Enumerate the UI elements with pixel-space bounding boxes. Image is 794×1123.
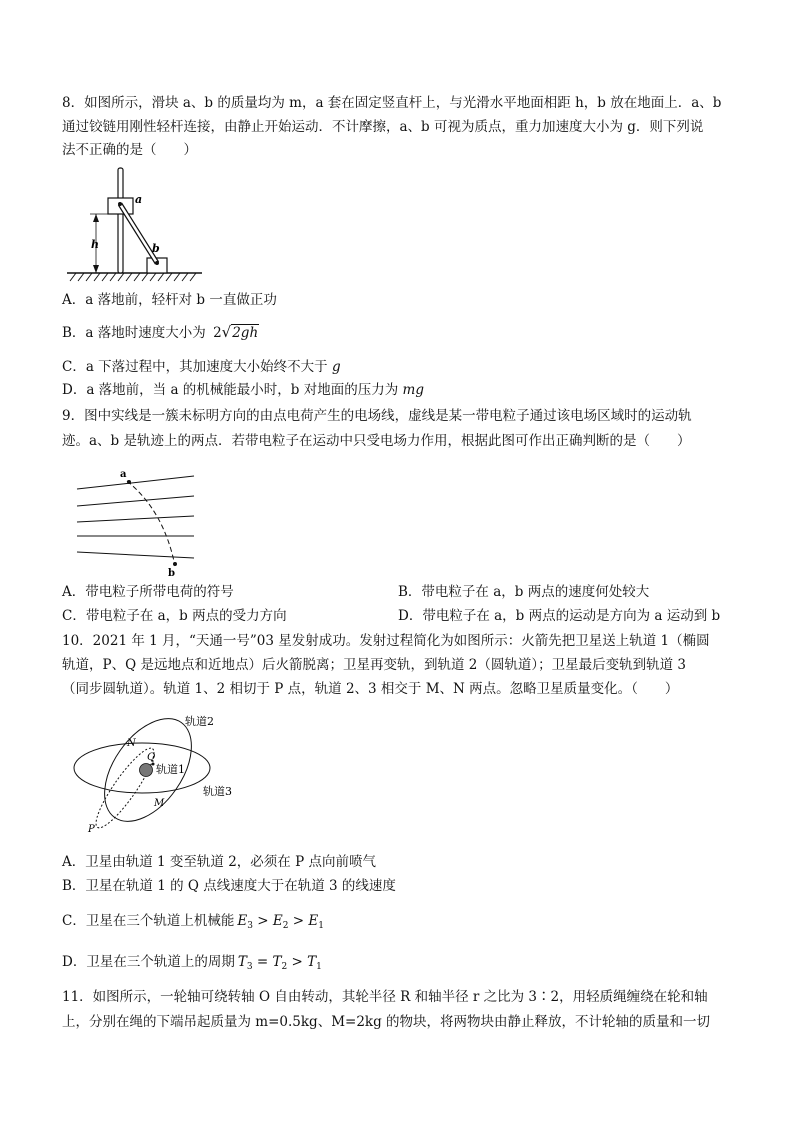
q8-fig-label-h: h	[91, 238, 99, 251]
q10-fig-label-orbit1: 轨道1	[156, 763, 185, 776]
q9-option-d: D．带电粒子在 a，b 两点的运动是方向为 a 运动到 b	[398, 608, 721, 624]
q8-option-b-formula: 2√2gh	[213, 323, 259, 341]
q8-option-b: B．a 落地时速度大小为 2√2gh	[62, 323, 259, 341]
q10-stem-line-3: （同步圆轨道）。轨道 1、2 相切于 P 点，轨道 2、3 相交于 M、N 两点。忽略卫星质量变化。（ ）	[62, 681, 679, 697]
q10-option-c: C．卫星在三个轨道上机械能 $E_3 > E_2 > E_1$	[62, 913, 324, 931]
q10-option-d: D．卫星在三个轨道上的周期 $T_3 = T_2 > T_1$	[62, 954, 322, 972]
q10-fig-label-m: M	[154, 798, 165, 809]
q8-figure-sliders-rod	[62, 166, 212, 286]
q10-fig-label-orbit2: 轨道2	[185, 715, 214, 728]
q10-fig-label-n: N	[127, 738, 136, 749]
q10-stem-line-1: 10．2021 年 1 月，“天通一号”03 星发射成功。发射过程简化为如图所示：火箭先把卫星送上轨道 1（椭圆	[62, 633, 710, 649]
q8-fig-label-b: b	[152, 242, 160, 255]
q9-figure-field-lines	[72, 456, 202, 578]
q9-option-c: C．带电粒子在 a，b 两点的受力方向	[62, 608, 287, 624]
q8-option-c: C．a 下落过程中，其加速度大小始终不大于 g	[62, 359, 341, 375]
q10-fig-label-orbit3: 轨道3	[203, 785, 232, 798]
q9-stem-line-2: 迹。a、b 是轨迹上的两点．若带电粒子在运动中只受电场力作用，根据此图可作出正确判断的是（ ）	[62, 433, 691, 449]
q8-stem-line-1: 8．如图所示，滑块 a、b 的质量均为 m，a 套在固定竖直杆上，与光滑水平地面相距 h，b 放在地面上．a、b	[62, 95, 722, 111]
q8-option-d: D．a 落地前，当 a 的机械能最小时，b 对地面的压力为 mg	[62, 382, 424, 398]
q8-option-a: A．a 落地前，轻杆对 b 一直做正功	[62, 292, 277, 308]
q10-fig-label-p: P	[88, 824, 95, 835]
q10-option-b: B．卫星在轨道 1 的 Q 点线速度大于在轨道 3 的线速度	[62, 878, 396, 894]
q8-fig-label-a: a	[135, 193, 143, 206]
q9-fig-label-b: b	[168, 568, 175, 578]
q11-stem-line-1: 11．如图所示，一轮轴可绕转轴 O 自由转动，其轮半径 R 和轴半径 r 之比为 3∶2，用轻质绳缠绕在轮和轴	[62, 989, 708, 1005]
q9-stem-line-1: 9．图中实线是一簇未标明方向的由点电荷产生的电场线，虚线是某一带电粒子通过该电场区域时的运动轨	[62, 408, 692, 424]
q8-stem-line-2: 通过铰链用刚性轻杆连接，由静止开始运动．不计摩擦，a、b 可视为质点，重力加速度大小为 g．则下列说	[62, 119, 704, 135]
q11-stem-line-2: 上，分别在绳的下端吊起质量为 m=0.5kg、M=2kg 的物块，将两物块由静止释放，不计轮轴的质量和一切	[62, 1014, 711, 1030]
q10-figure-orbits	[70, 708, 250, 836]
q10-fig-label-q: Q	[147, 752, 156, 763]
q9-fig-label-a: a	[120, 469, 127, 480]
q9-option-b: B．带电粒子在 a，b 两点的速度何处较大	[398, 584, 650, 600]
q10-option-a: A．卫星由轨道 1 变至轨道 2，必须在 P 点向前喷气	[62, 854, 376, 870]
q10-stem-line-2: 轨道，P、Q 是远地点和近地点）后火箭脱离；卫星再变轨，到轨道 2（圆轨道）；卫星最后变轨到轨道 3	[62, 657, 686, 673]
q8-stem-line-3: 法不正确的是（ ）	[62, 142, 197, 158]
q9-option-a: A．带电粒子所带电荷的符号	[62, 584, 234, 600]
